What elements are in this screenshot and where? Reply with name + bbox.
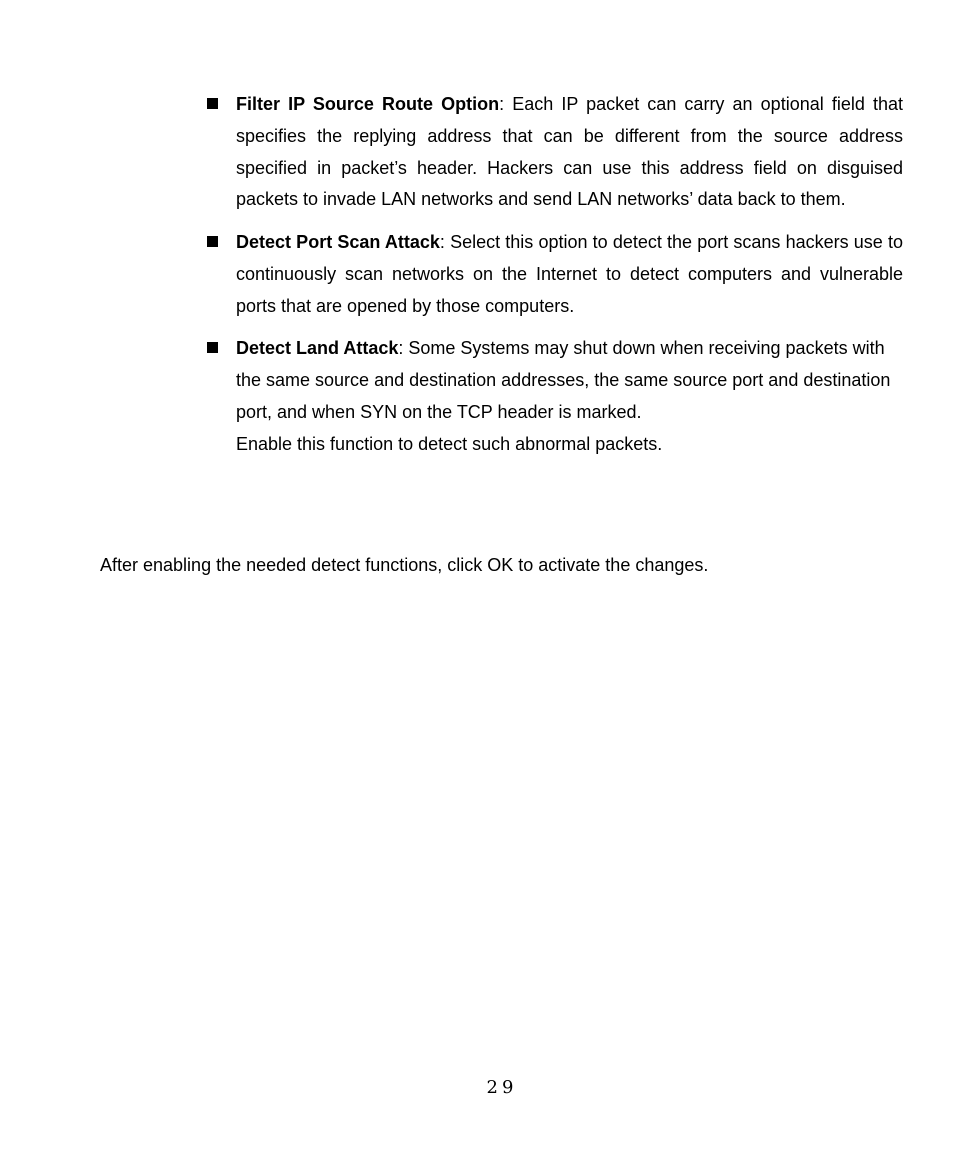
option-term: Detect Land Attack	[236, 338, 399, 359]
list-item-detect-port-scan	[206, 227, 903, 322]
list-item-detect-land-attack	[206, 333, 903, 460]
square-bullet-icon	[207, 236, 218, 247]
page-number: 29	[486, 1077, 518, 1098]
option-term: Filter IP Source Route Option	[236, 94, 500, 114]
option-term: Detect Port Scan Attack	[236, 232, 440, 252]
square-bullet-icon	[207, 98, 218, 109]
closing-paragraph: After enabling the needed detect functions, click OK to activate the changes.	[100, 555, 709, 575]
option-extra-note: Enable this function to detect such abnormal packets.	[236, 433, 663, 454]
option-description: : Some Systems may shut down when receiving packets with the same source and destination addresses, the same source port and destination port, and when SYN on the TCP header is marked.	[236, 338, 891, 422]
option-description: : Each IP packet can carry an optional field that specifies the replying address that can be different from the source address specified in packet’s header. Hackers can use this address field on disguised packets to invade LAN networks and send LAN networks’ data back to them.	[236, 94, 903, 210]
square-bullet-icon	[207, 342, 218, 353]
list-item-filter-ip-source-route	[206, 89, 903, 216]
option-description: : Select this option to detect the port scans hackers use to continuously scan networks on the Internet to detect computers and vulnerable ports that are opened by those computers.	[236, 232, 903, 316]
detect-options-list	[206, 89, 903, 471]
